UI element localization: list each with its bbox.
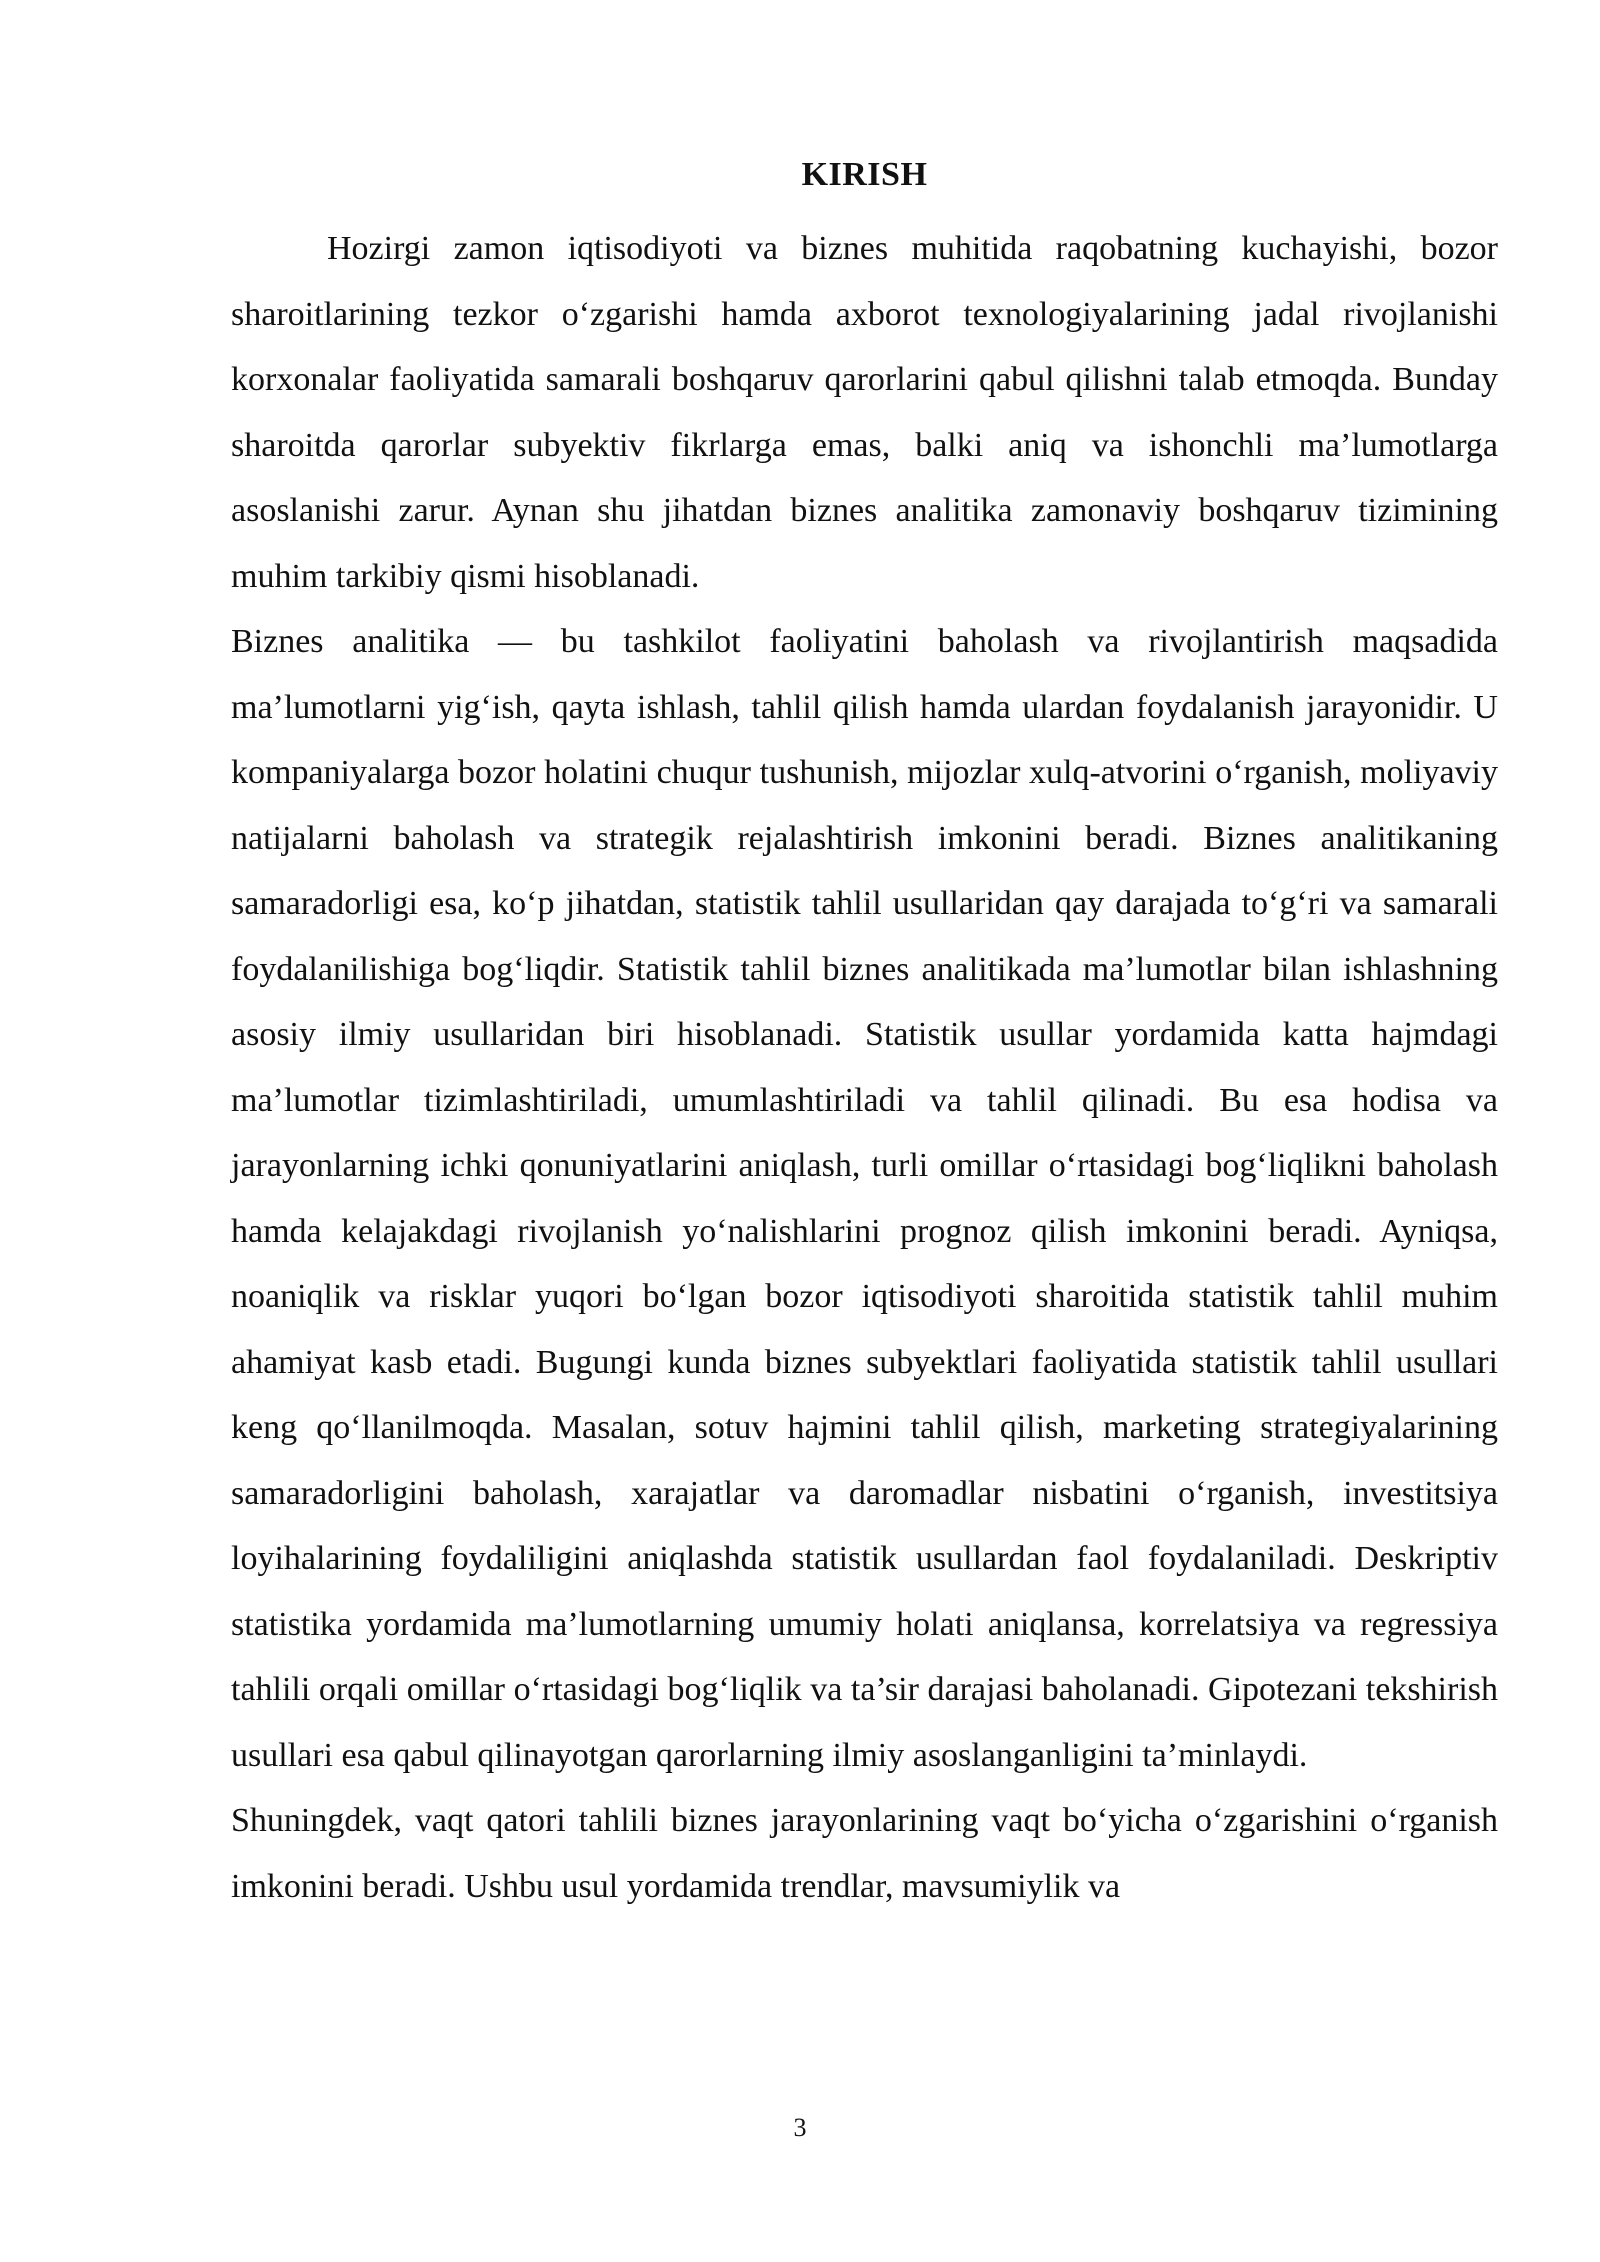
- section-title: KIRISH: [801, 156, 928, 193]
- page-number: 3: [793, 2113, 807, 2142]
- paragraph-intro: Hozirgi zamon iqtisodiyoti va biznes muhitida raqobatning kuchayishi, bozor sharoitlarining tezkor o‘zgarishi hamda axborot texnologiyalarining jadal rivojlanishi korxonalar faoliyatida samarali boshqaruv qarorlarini qabul qilishni talab etmoqda. Bunday sharoitda qarorlar subyektiv fikrlarga emas, balki aniq va ishonchli ma’lumotlarga asoslanishi zarur. Aynan shu jihatdan biznes analitika zamonaviy boshqaruv tizimining muhim tarkibiy qismi hisoblanadi.: [231, 230, 1498, 595]
- page-content: [231, 150, 1498, 1919]
- paragraph-business-analytics: Biznes analitika — bu tashkilot faoliyatini baholash va rivojlantirish maqsadida ma’lumotlarni yig‘ish, qayta ishlash, tahlil qilish hamda ulardan foydalanish jarayonidir. U kompaniyalarga bozor holatini chuqur tushunish, mijozlar xulq-atvorini o‘rganish, moliyaviy natijalarni baholash va strategik rejalashtirish imkonini beradi. Biznes analitikaning samaradorligi esa, ko‘p jihatdan, statistik tahlil usullaridan qay darajada to‘g‘ri va samarali foydalanilishiga bog‘liqdir. Statistik tahlil biznes analitikada ma’lumotlar bilan ishlashning asosiy ilmiy usullaridan biri hisoblanadi. Statistik usullar yordamida katta hajmdagi ma’lumotlar tizimlashtiriladi, umumlashtiriladi va tahlil qilinadi. Bu esa hodisa va jarayonlarning ichki qonuniyatlarini aniqlash, turli omillar o‘rtasidagi bog‘liqlikni baholash hamda kelajakdagi rivojlanish yo‘nalishlarini prognoz qilish imkonini beradi. Ayniqsa, noaniqlik va risklar yuqori bo‘lgan bozor iqtisodiyoti sharoitida statistik tahlil muhim ahamiyat kasb etadi. Bugungi kunda biznes subyektlari faoliyatida statistik tahlil usullari keng qo‘llanilmoqda. Masalan, sotuv hajmini tahlil qilish, marketing strategiyalarining samaradorligini baholash, xarajatlar va daromadlar nisbatini o‘rganish, investitsiya loyihalarining foydaliligini aniqlashda statistik usullardan faol foydalaniladi. Deskriptiv statistika yordamida ma’lumotlarning umumiy holati aniqlansa, korrelatsiya va regressiya tahlili orqali omillar o‘rtasidagi bog‘liqlik va ta’sir darajasi baholanadi. Gipotezani tekshirish usullari esa qabul qilinayotgan qarorlarning ilmiy asoslanganligini ta’minlaydi.: [231, 623, 1498, 1774]
- paragraph-time-series: Shuningdek, vaqt qatori tahlili biznes jarayonlarining vaqt bo‘yicha o‘zgarishini o‘rganish imkonini beradi. Ushbu usul yordamida trendlar, mavsumiylik va: [231, 1802, 1498, 1905]
